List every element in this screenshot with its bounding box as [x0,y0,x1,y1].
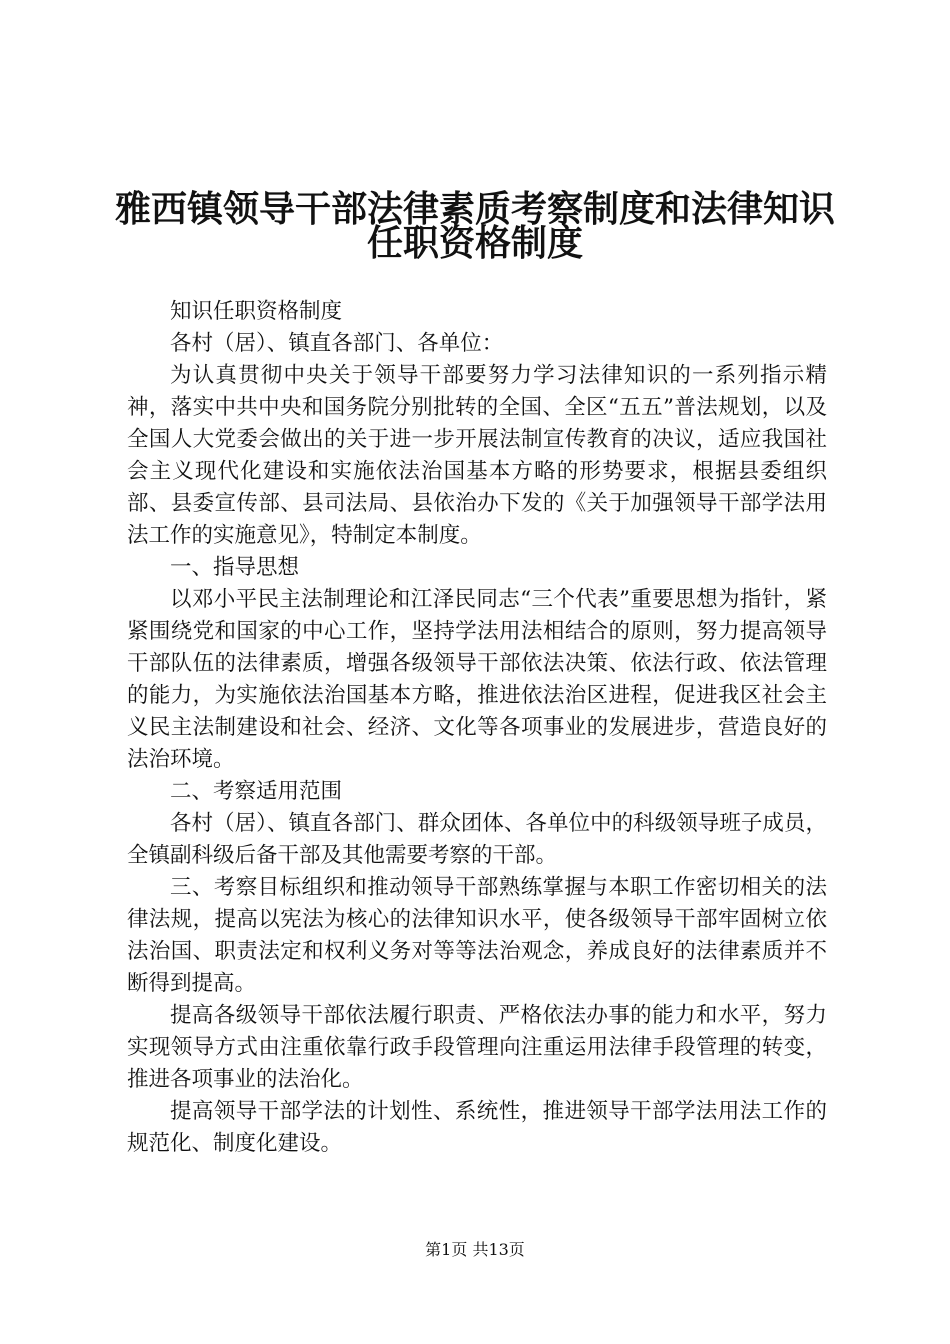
section-heading-guiding-ideology: 一、指导思想 [170,555,300,580]
paragraph-objectives-2: 提高各级领导干部依法履行职责、严格依法办事的能力和水平，努力实现领导方式由注重依靠行政手段管理向注重运用法律手段管理的转变，推进各项事业的法治化。 [127,1003,827,1092]
document-title-line1: 雅西镇领导干部法律素质考察制度和法律知识 [114,189,835,230]
section-heading-scope: 二、考察适用范围 [170,779,343,804]
document-body [127,296,827,1160]
paragraph-heading-intro: 知识任职资格制度 [170,299,343,324]
paragraph-preamble: 为认真贯彻中央关于领导干部要努力学习法律知识的一系列指示精神，落实中共中央和国务院分别批转的全国、全区“五五”普法规划，以及全国人大党委会做出的关于进一步开展法制宣传教育的决议，适应我国社会主义现代化建设和实施依法治国基本方略的形势要求，根据县委组织部、县委宣传部、县司法局、县依治办下发的《关于加强领导干部学法用法工作的实施意见》，特制定本制度。 [127,363,827,548]
paragraph-guiding-ideology: 以邓小平民主法制理论和江泽民同志“三个代表”重要思想为指针，紧紧围绕党和国家的中心工作，坚持学法用法相结合的原则，努力提高领导干部队伍的法律素质，增强各级领导干部依法决策、依法行政、依法管理的能力，为实施依法治国基本方略，推进依法治区进程，促进我区社会主义民主法制建设和社会、经济、文化等各项事业的发展进步，营造良好的法治环境。 [127,587,827,772]
paragraph-salutation: 各村（居）、镇直各部门、各单位： [170,331,504,356]
document-title-line2: 任职资格制度 [366,223,583,264]
page-footer: 第1页 共13页 [425,1240,525,1259]
paragraph-objectives: 三、考察目标组织和推动领导干部熟练掌握与本职工作密切相关的法律法规，提高以宪法为核心的法律知识水平，使各级领导干部牢固树立依法治国、职责法定和权利义务对等等法治观念，养成良好的法律素质并不断得到提高。 [127,875,827,996]
paragraph-objectives-3: 提高领导干部学法的计划性、系统性，推进领导干部学法用法工作的规范化、制度化建设。 [127,1099,827,1156]
paragraph-scope: 各村（居）、镇直各部门、群众团体、各单位中的科级领导班子成员，全镇副科级后备干部及其他需要考察的干部。 [127,811,827,868]
